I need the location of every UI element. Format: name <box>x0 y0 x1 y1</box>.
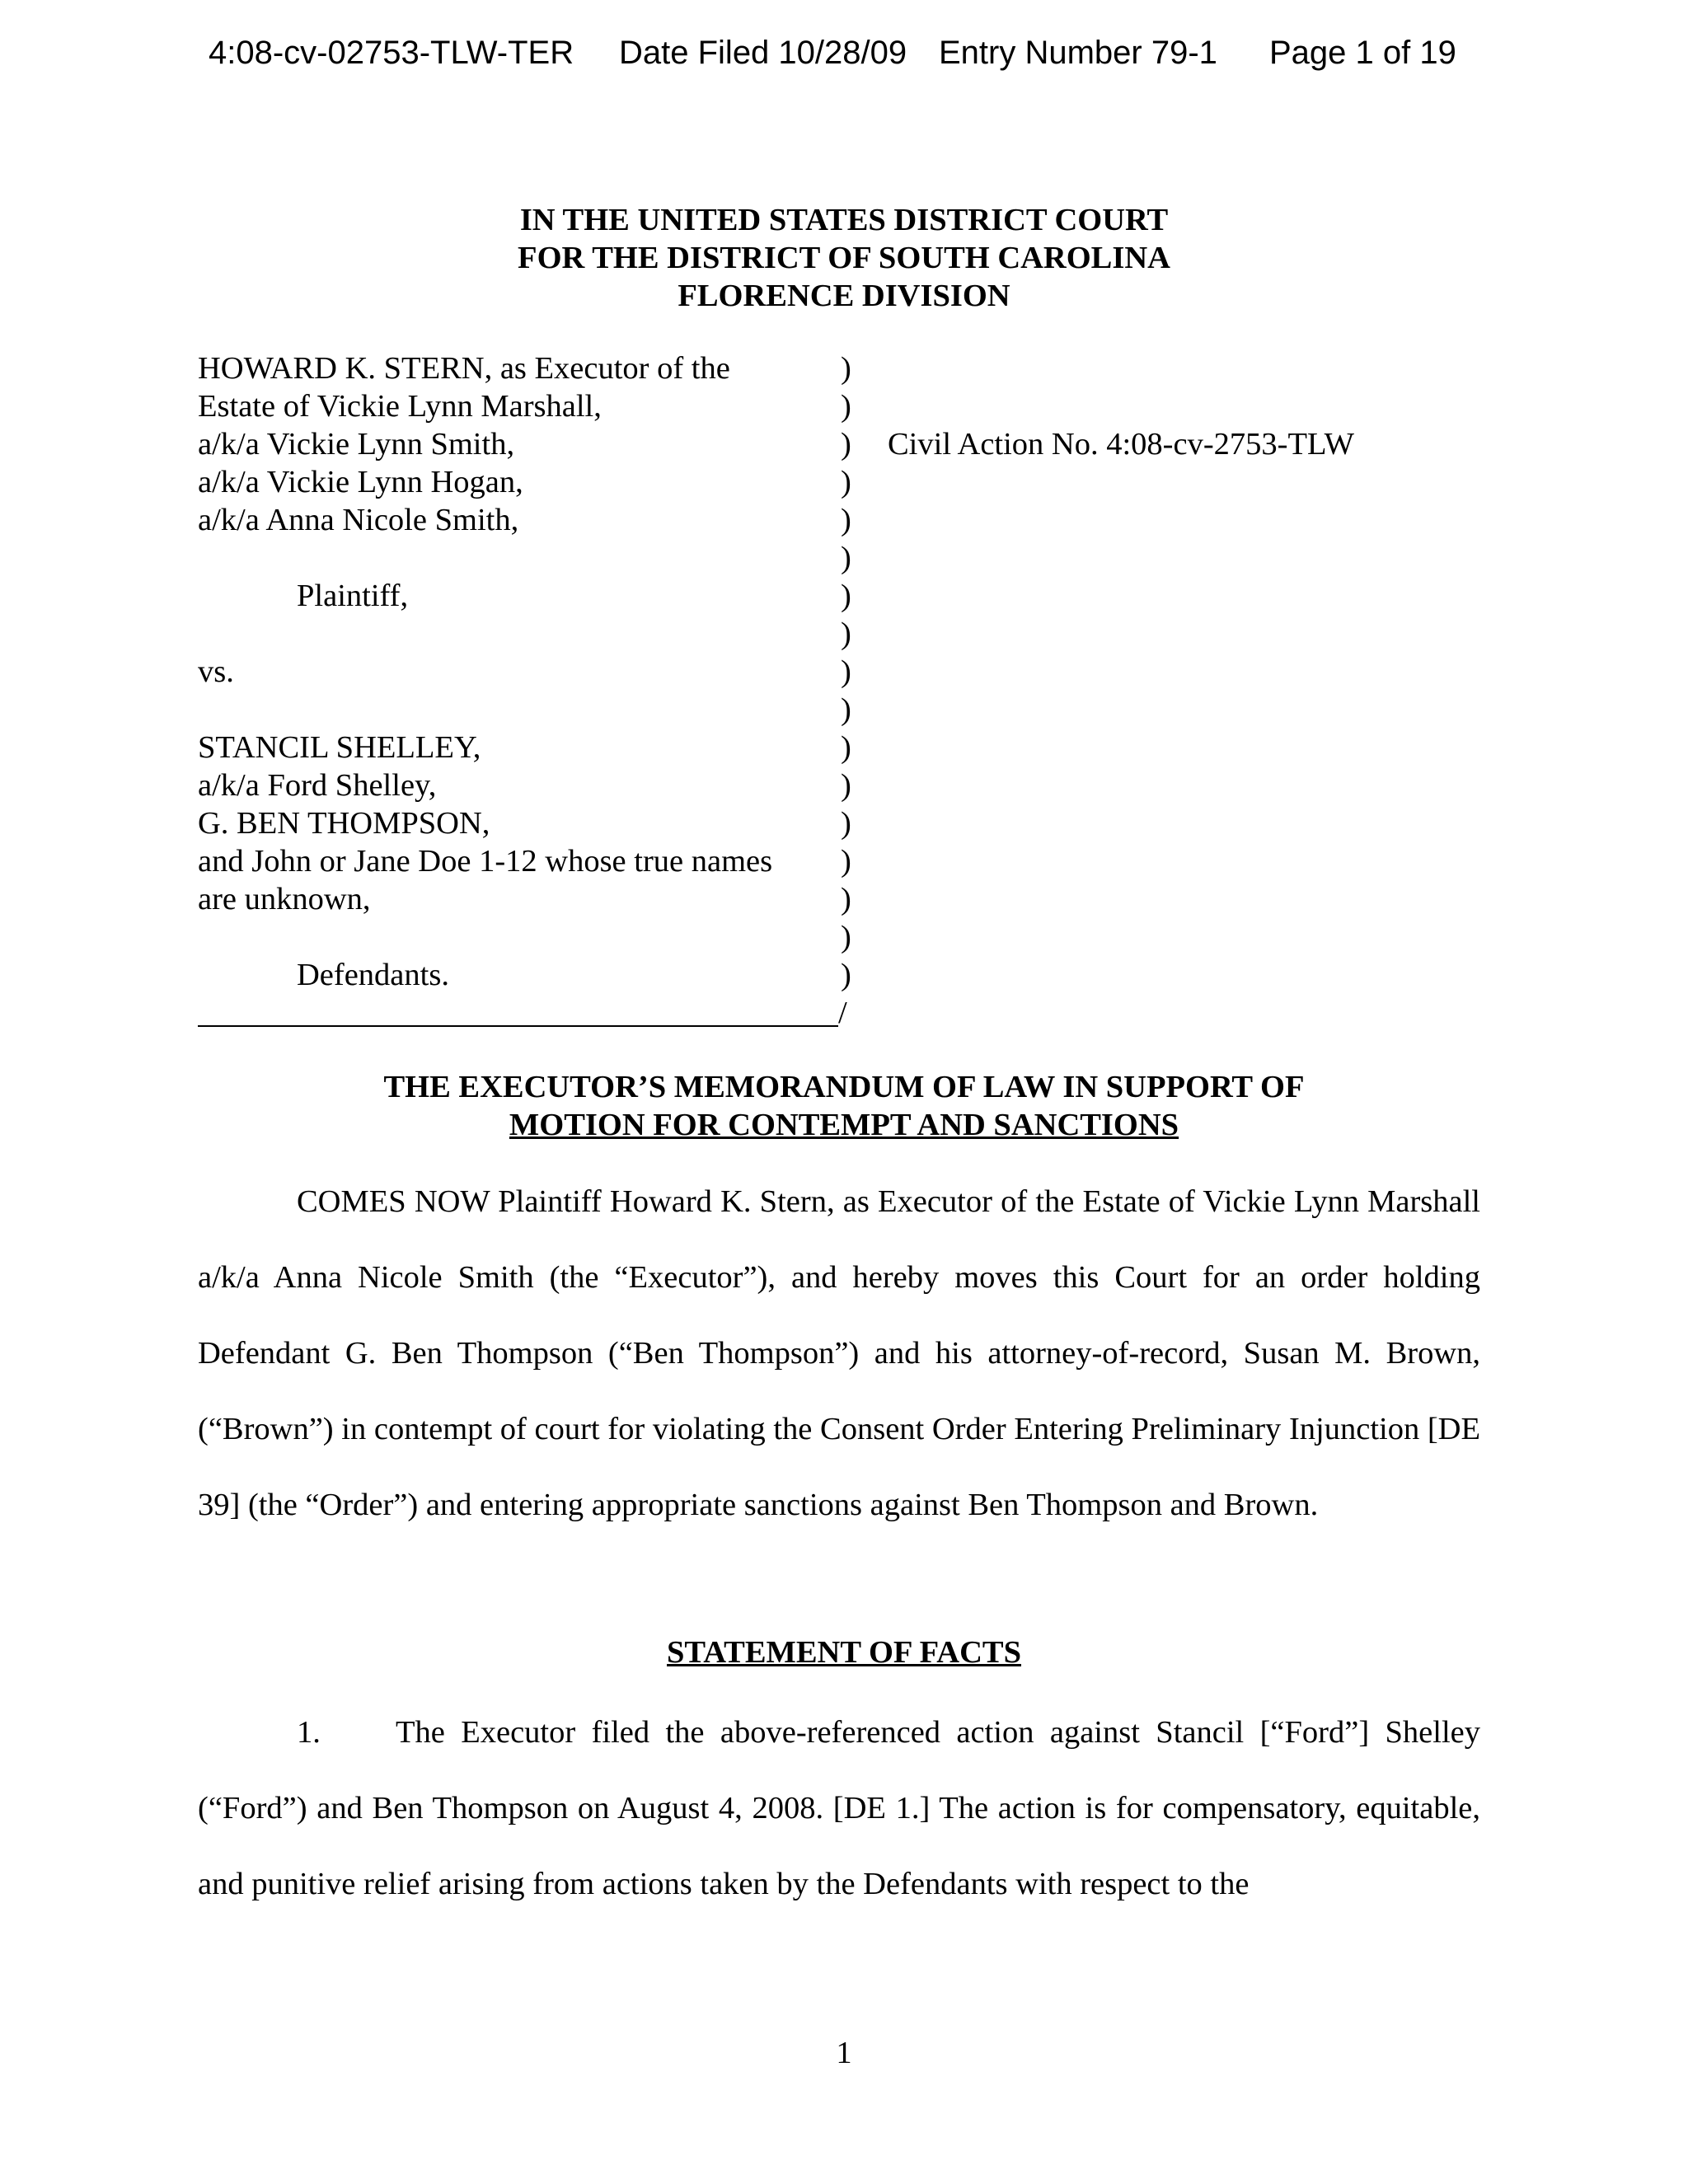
court-line-3: FLORENCE DIVISION <box>678 279 1010 313</box>
case-number: 4:08-cv-02753-TLW-TER <box>209 35 574 71</box>
blank-line <box>198 691 841 729</box>
caption-paren: ) <box>841 692 851 727</box>
civil-action-number: Civil Action No. 4:08-cv-2753-TLW <box>888 427 1354 462</box>
defendant-line: STANCIL SHELLEY, <box>198 730 481 765</box>
caption-paren: ) <box>841 730 851 765</box>
case-caption-parties <box>198 349 841 994</box>
date-filed: Date Filed 10/28/09 <box>619 35 907 71</box>
page-count: Page 1 of 19 <box>1269 35 1456 71</box>
blank-line <box>198 615 841 653</box>
caption-parentheses-column <box>841 349 865 994</box>
intro-paragraph: COMES NOW Plaintiff Howard K. Stern, as Executor of the Estate of Vickie Lynn Marshall a/k/a Anna Nicole Smith (the “Executor”), and hereby moves this Court for an order holding Defendant G. Ben Thompson (“Ben Thompson”) and his attorney-of-record, Susan M. Brown, (“Brown”) in contempt of court for violating the Consent Order Entering Preliminary Injunction [DE 39] (the “Order”) and entering appropriate sanctions against Ben Thompson and Brown. <box>198 1184 1480 1522</box>
caption-paren: ) <box>841 616 851 651</box>
caption-paren: ) <box>841 503 851 537</box>
court-line-1: IN THE UNITED STATES DISTRICT COURT <box>519 203 1169 237</box>
caption-paren: ) <box>841 465 851 499</box>
memorandum-title-line-1: THE EXECUTOR’S MEMORANDUM OF LAW IN SUPPORT OF <box>383 1070 1305 1104</box>
page-number: 1 <box>836 2036 852 2070</box>
memorandum-title-line-2: MOTION FOR CONTEMPT AND SANCTIONS <box>509 1108 1179 1142</box>
caption-slash: / <box>838 996 847 1030</box>
caption-paren: ) <box>841 768 851 803</box>
caption-paren: ) <box>841 882 851 916</box>
plaintiff-line: HOWARD K. STERN, as Executor of the <box>198 351 730 386</box>
court-heading <box>0 201 1688 315</box>
memorandum-title <box>0 1068 1688 1144</box>
blank-line <box>198 539 841 577</box>
defendant-line: and John or Jane Doe 1-12 whose true names <box>198 844 773 879</box>
fact-text: The Executor filed the above-referenced action against Stancil [“Ford”] Shelley (“Ford”) and Ben Thompson on August 4, 2008. [DE 1.] The action is for compensatory, equitable, and punitive relief arising from actions taken by the Defendants with respect to the <box>198 1715 1480 1901</box>
caption-paren: ) <box>841 389 851 424</box>
entry-number: Entry Number 79-1 <box>939 35 1217 71</box>
caption-paren: ) <box>841 806 851 841</box>
caption-paren: ) <box>841 844 851 879</box>
fact-paragraph-1 <box>198 1694 1480 1922</box>
defendant-line: are unknown, <box>198 882 371 916</box>
plaintiff-line: Estate of Vickie Lynn Marshall, <box>198 389 602 424</box>
statement-of-facts-heading: STATEMENT OF FACTS <box>667 1635 1021 1670</box>
caption-paren: ) <box>841 541 851 575</box>
plaintiff-role: Plaintiff, <box>297 579 409 613</box>
caption-paren: ) <box>841 427 851 462</box>
plaintiff-line: a/k/a Vickie Lynn Smith, <box>198 427 515 462</box>
versus-label: vs. <box>198 654 234 689</box>
plaintiff-line: a/k/a Vickie Lynn Hogan, <box>198 465 523 499</box>
blank-line <box>198 918 841 956</box>
defendant-role: Defendants. <box>297 958 449 992</box>
caption-paren: ) <box>841 579 851 613</box>
caption-paren: ) <box>841 654 851 689</box>
defendant-line: G. BEN THOMPSON, <box>198 806 490 841</box>
defendant-line: a/k/a Ford Shelley, <box>198 768 437 803</box>
court-line-2: FOR THE DISTRICT OF SOUTH CAROLINA <box>518 241 1170 275</box>
caption-paren: ) <box>841 958 851 992</box>
caption-rule <box>198 1025 838 1027</box>
fact-number: 1. <box>297 1715 321 1750</box>
caption-paren: ) <box>841 351 851 386</box>
caption-paren: ) <box>841 920 851 954</box>
plaintiff-line: a/k/a Anna Nicole Smith, <box>198 503 519 537</box>
